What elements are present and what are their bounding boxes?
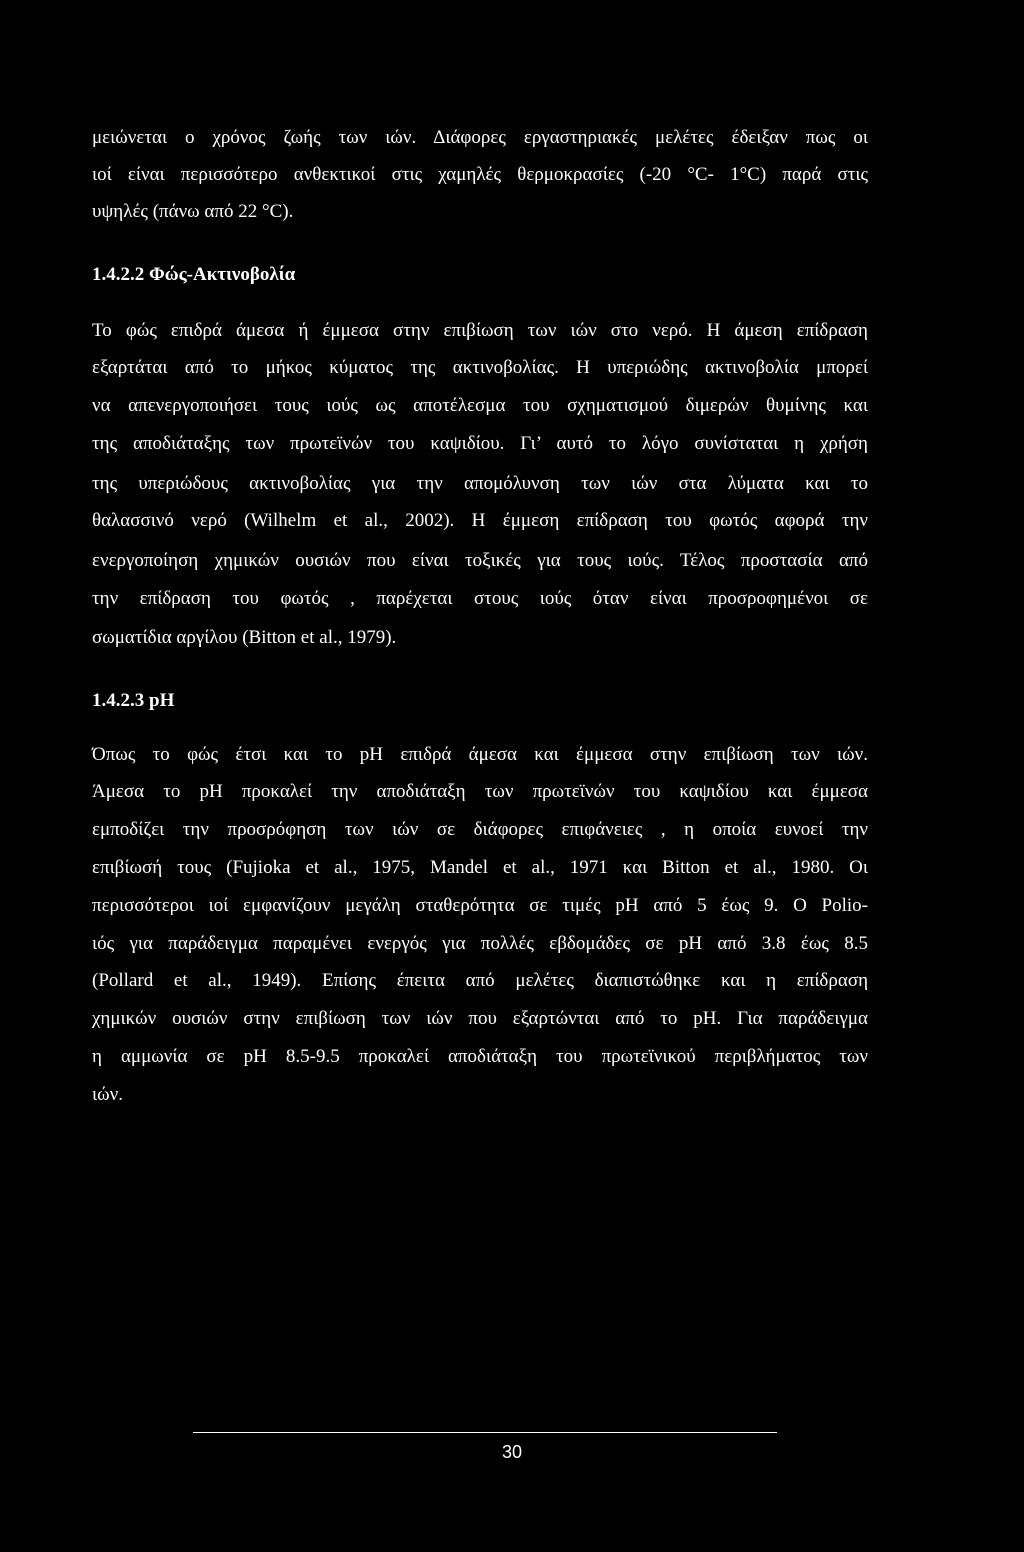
paragraph-line: εμποδίζει την προσρόφηση των ιών σε διάφορες επιφάνειες , η οποία ευνοεί την — [92, 819, 868, 840]
paragraph-line: χημικών ουσιών στην επιβίωση των ιών που εξαρτώνται από το pH. Για παράδειγμα — [92, 1008, 868, 1029]
paragraph-line: εξαρτάται από το μήκος κύματος της ακτινοβολίας. Η υπεριώδης ακτινοβολία μπορεί — [92, 357, 868, 378]
paragraph-line: της υπεριώδους ακτινοβολίας για την απομόλυνση των ιών στα λύματα και το — [92, 473, 868, 494]
paragraph-line: Όπως το φώς έτσι και το pH επιδρά άμεσα και έμμεσα στην επιβίωση των ιών. — [92, 744, 868, 765]
paragraph-line: την επίδραση του φωτός , παρέχεται στους ιούς όταν είναι προσροφημένοι σε — [92, 588, 868, 609]
section-heading-light-radiation: 1.4.2.2 Φώς-Ακτινοβολία — [92, 264, 296, 285]
paragraph-line: ιών. — [92, 1084, 123, 1105]
paragraph-line: ιός για παράδειγμα παραμένει ενεργός για πολλές εβδομάδες σε pH από 3.8 έως 8.5 — [92, 933, 868, 954]
paragraph-line: της αποδιάταξης των πρωτεϊνών του καψιδίου. Γι’ αυτό το λόγο συνίσταται η χρήση — [92, 433, 868, 454]
paragraph-line: θαλασσινό νερό (Wilhelm et al., 2002). Η έμμεση επίδραση του φωτός αφορά την — [92, 510, 868, 531]
paragraph-line: υψηλές (πάνω από 22 °C). — [92, 201, 294, 222]
page-number: 30 — [501, 1442, 523, 1462]
section-heading-ph: 1.4.2.3 pH — [92, 690, 175, 711]
paragraph-line: μειώνεται ο χρόνος ζωής των ιών. Διάφορες εργαστηριακές μελέτες έδειξαν πως οι — [92, 127, 868, 148]
paragraph-line: Το φώς επιδρά άμεσα ή έμμεσα στην επιβίωση των ιών στο νερό. Η άμεση επίδραση — [92, 320, 868, 341]
paragraph-line: να απενεργοποιήσει τους ιούς ως αποτέλεσμα του σχηματισμού διμερών θυμίνης και — [92, 395, 868, 416]
paragraph-line: η αμμωνία σε pH 8.5-9.5 προκαλεί αποδιάταξη του πρωτεϊνικού περιβλήματος των — [92, 1046, 868, 1067]
paragraph-line: σωματίδια αργίλου (Bitton et al., 1979). — [92, 627, 397, 648]
paragraph-line: επιβίωσή τους (Fujioka et al., 1975, Mandel et al., 1971 και Bitton et al., 1980. Οι — [92, 857, 868, 878]
paragraph-line: Άμεσα το pH προκαλεί την αποδιάταξη των πρωτεϊνών του καψιδίου και έμμεσα — [92, 781, 868, 802]
paragraph-line: περισσότεροι ιοί εμφανίζουν μεγάλη σταθερότητα σε τιμές pH από 5 έως 9. Ο Polio- — [92, 895, 868, 916]
paragraph-line: ενεργοποίηση χημικών ουσιών που είναι τοξικές για τους ιούς. Τέλος προστασία από — [92, 550, 868, 571]
paragraph-line: ιοί είναι περισσότερο ανθεκτικοί στις χαμηλές θερμοκρασίες (-20 °C- 1°C) παρά στις — [92, 164, 868, 185]
footer-divider — [193, 1432, 777, 1433]
paragraph-line: (Pollard et al., 1949). Επίσης έπειτα από μελέτες διαπιστώθηκε και η επίδραση — [92, 970, 868, 991]
